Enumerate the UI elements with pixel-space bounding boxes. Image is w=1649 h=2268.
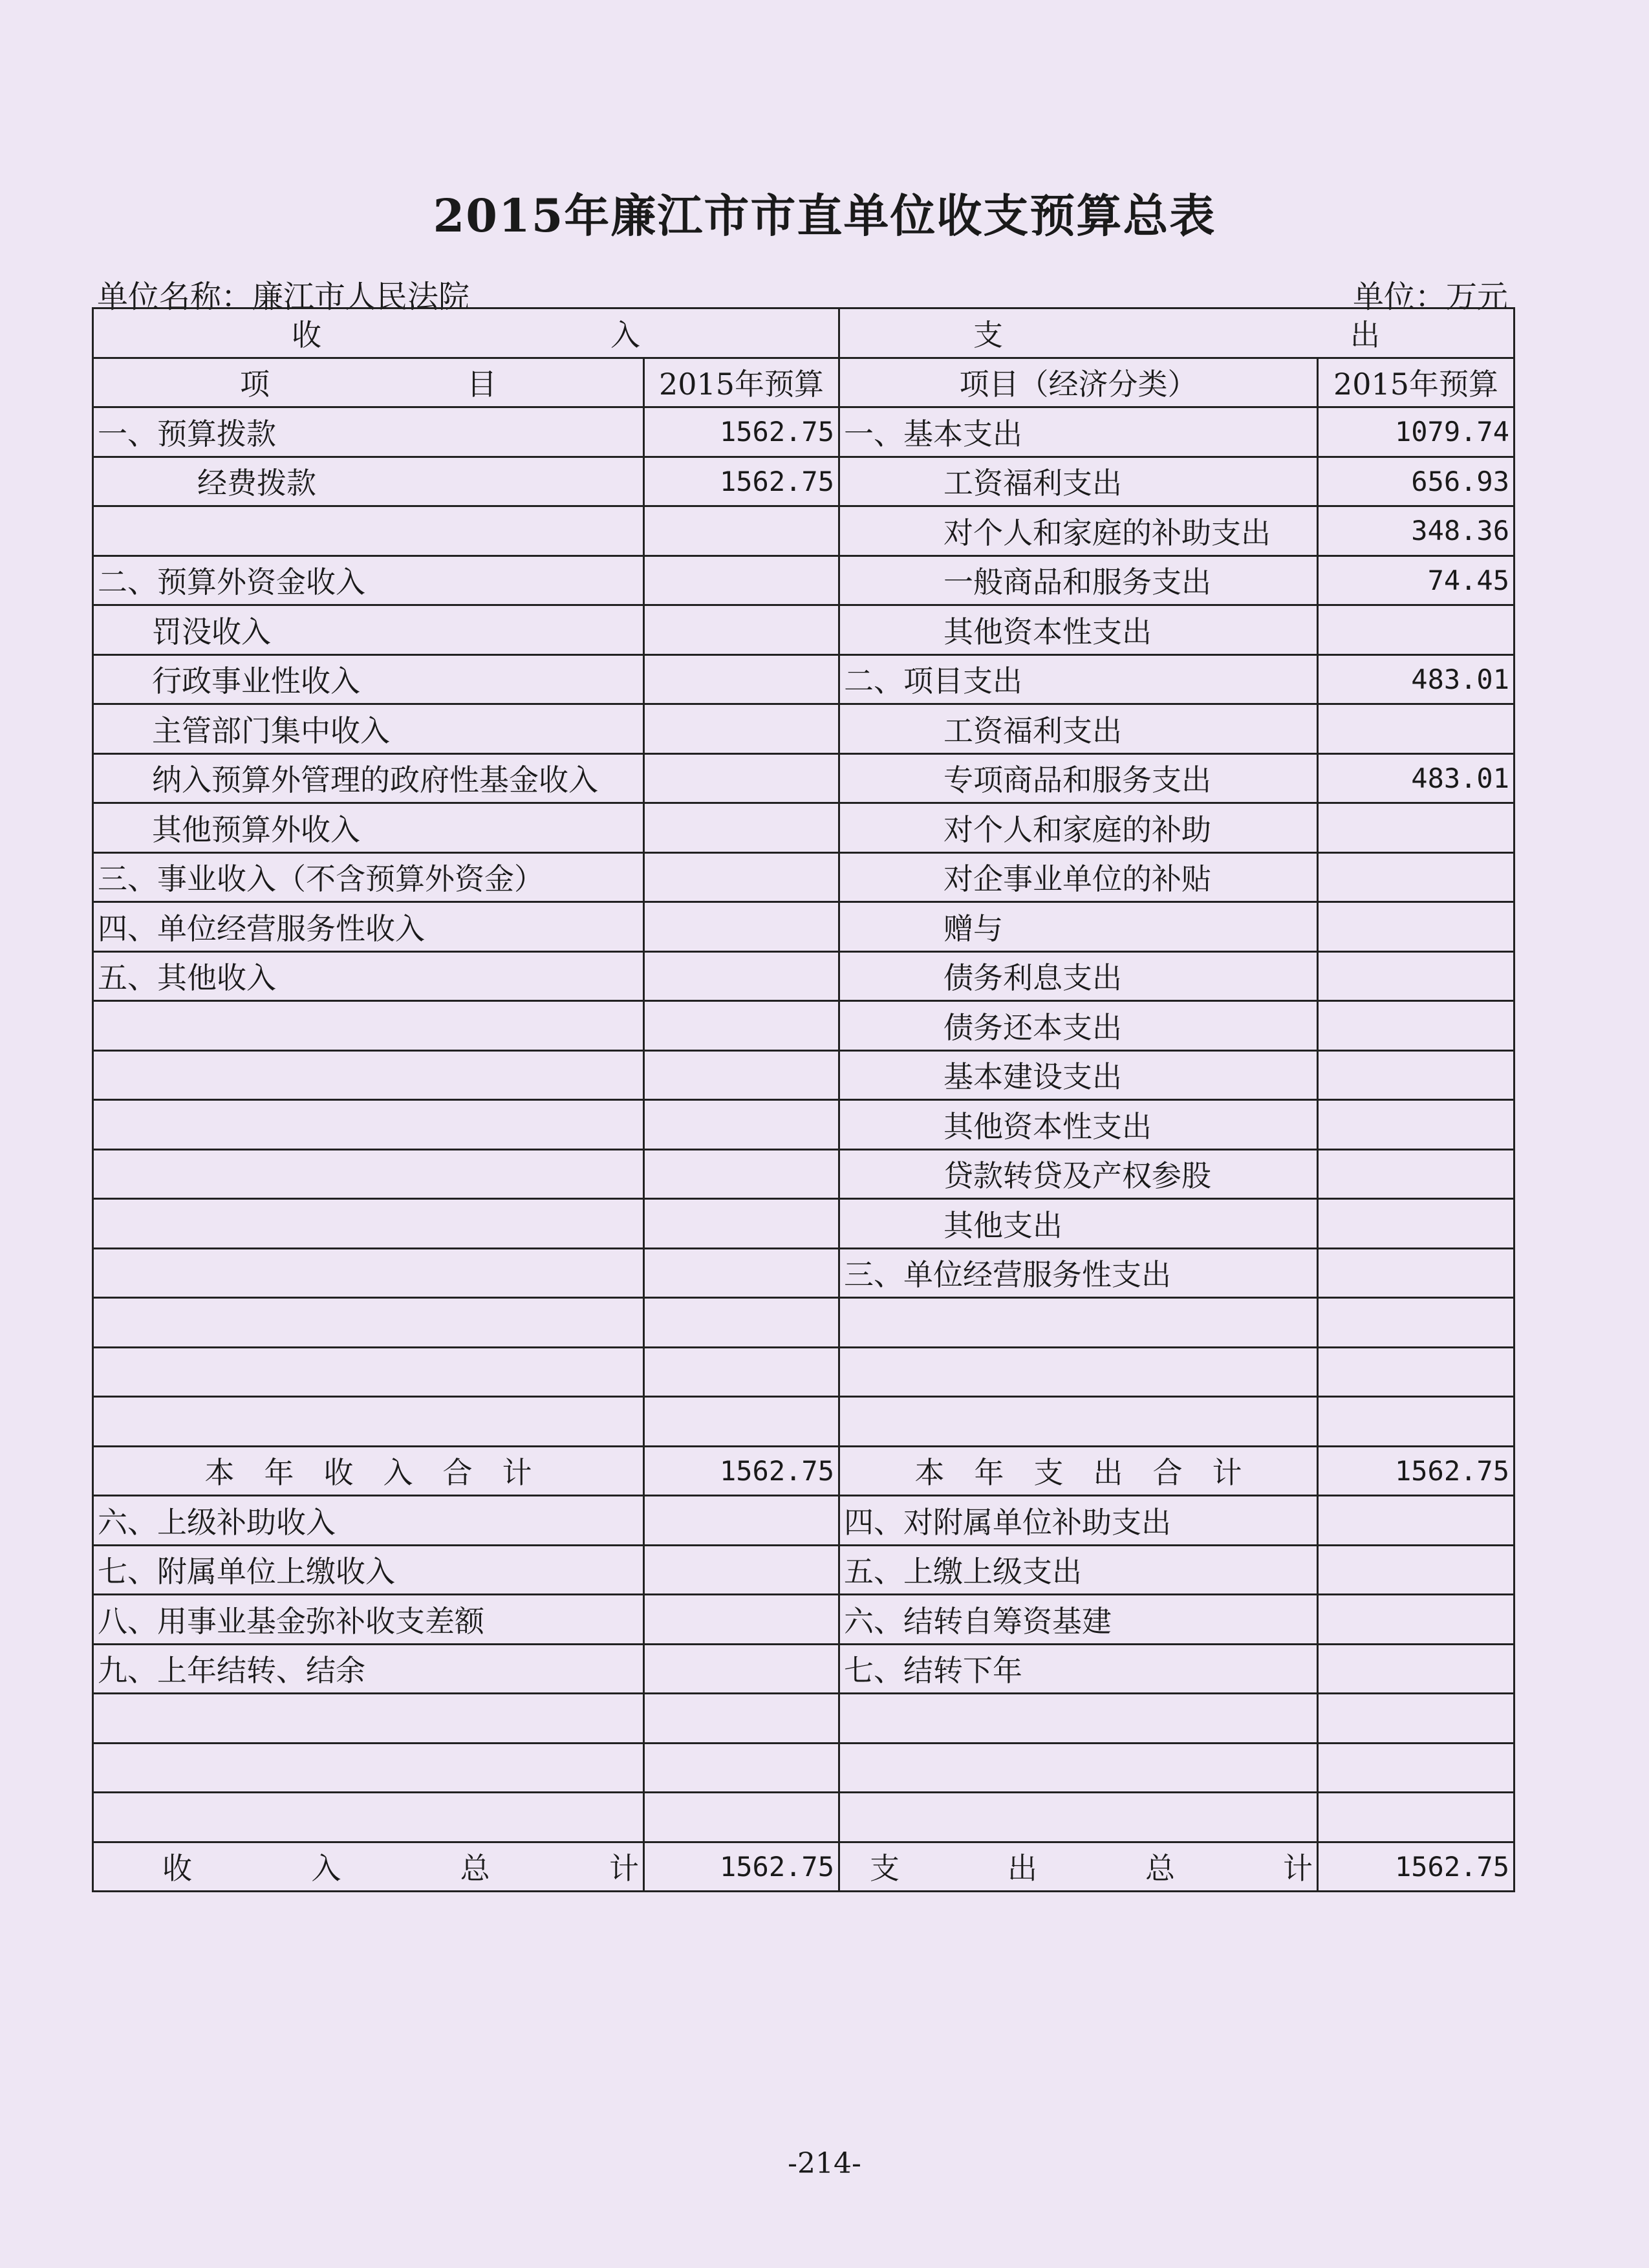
income-budget-cell: 1562.75	[644, 407, 839, 457]
income-budget-cell	[644, 704, 839, 754]
table-row	[93, 1248, 1514, 1298]
table-row	[93, 1595, 1514, 1645]
expense-budget-cell	[1318, 605, 1514, 655]
table-row	[93, 1694, 1514, 1744]
expense-budget-cell	[1318, 704, 1514, 754]
table-row	[93, 654, 1514, 704]
income-budget-cell	[644, 1793, 839, 1842]
income-budget-cell: 1562.75	[644, 1446, 839, 1496]
page-number: -214-	[788, 2147, 861, 2180]
income-budget-cell	[644, 1397, 839, 1447]
expense-item-cell: 对个人和家庭的补助支出	[839, 506, 1318, 556]
income-item-cell: 主管部门集中收入	[93, 704, 644, 754]
expense-budget-cell	[1318, 1694, 1514, 1744]
table-row	[93, 1446, 1514, 1496]
expense-header-char: 出	[1350, 317, 1380, 352]
expense-item-cell	[839, 1793, 1318, 1842]
table-row	[93, 1397, 1514, 1447]
expense-item-cell	[839, 1347, 1318, 1397]
expense-item-cell	[839, 1694, 1318, 1744]
expense-item-cell: 其他资本性支出	[839, 1100, 1318, 1150]
budget-table	[92, 307, 1515, 1892]
expense-budget-cell	[1318, 902, 1514, 952]
expense-item-cell: 赠与	[839, 902, 1318, 952]
header-row-columns	[93, 358, 1514, 407]
expense-item-cell: 工资福利支出	[839, 457, 1318, 506]
expense-budget-cell	[1318, 1397, 1514, 1447]
expense-budget-cell	[1318, 1743, 1514, 1793]
income-item-cell	[93, 1743, 644, 1793]
expense-budget-cell: 348.36	[1318, 506, 1514, 556]
income-total-value: 1562.75	[644, 1842, 839, 1892]
expense-budget-cell	[1318, 1595, 1514, 1645]
grand-total-char: 计	[1283, 1851, 1313, 1886]
income-item-cell: 五、其他收入	[93, 951, 644, 1001]
expense-budget-cell	[1318, 803, 1514, 853]
table-row	[93, 407, 1514, 457]
expense-item-cell: 一、基本支出	[839, 407, 1318, 457]
income-header-char: 入	[610, 317, 640, 352]
expense-budget-cell	[1318, 1248, 1514, 1298]
income-item-cell: 一、预算拨款	[93, 407, 644, 457]
grand-total-char: 出	[1008, 1851, 1037, 1886]
income-item-cell: 八、用事业基金弥补收支差额	[93, 1595, 644, 1645]
header-row-section	[93, 308, 1514, 358]
income-item-cell: 四、单位经营服务性收入	[93, 902, 644, 952]
income-item-cell: 经费拨款	[93, 457, 644, 506]
income-item-cell	[93, 1001, 644, 1051]
income-budget-column-header: 2015年预算	[644, 358, 839, 407]
income-item-cell: 六、上级补助收入	[93, 1496, 644, 1546]
income-item-cell	[93, 1100, 644, 1150]
expense-budget-cell: 656.93	[1318, 457, 1514, 506]
income-budget-cell	[644, 803, 839, 853]
income-item-cell	[93, 1347, 644, 1397]
item-column-header	[93, 358, 644, 407]
expense-item-cell: 七、结转下年	[839, 1644, 1318, 1694]
table-row	[93, 1545, 1514, 1595]
income-item-cell	[93, 506, 644, 556]
table-row	[93, 1298, 1514, 1348]
income-budget-cell	[644, 1199, 839, 1249]
expense-budget-cell	[1318, 1545, 1514, 1595]
expense-budget-cell	[1318, 1100, 1514, 1150]
expense-item-cell	[839, 1743, 1318, 1793]
income-budget-cell	[644, 1149, 839, 1199]
grand-total-char: 总	[1145, 1851, 1175, 1886]
expense-item-cell: 其他支出	[839, 1199, 1318, 1249]
expense-header-char: 支	[973, 317, 1003, 352]
expense-item-cell: 一般商品和服务支出	[839, 556, 1318, 605]
table-row	[93, 1149, 1514, 1199]
income-budget-cell	[644, 1595, 839, 1645]
expense-total-value: 1562.75	[1318, 1842, 1514, 1892]
income-budget-cell	[644, 1001, 839, 1051]
expense-item-cell: 六、结转自筹资基建	[839, 1595, 1318, 1645]
table-row	[93, 1496, 1514, 1546]
table-row	[93, 753, 1514, 803]
expense-item-cell: 工资福利支出	[839, 704, 1318, 754]
income-item-cell: 其他预算外收入	[93, 803, 644, 853]
grand-total-char: 总	[460, 1851, 490, 1886]
income-item-cell	[93, 1149, 644, 1199]
income-budget-cell: 1562.75	[644, 457, 839, 506]
expense-item-cell: 对企事业单位的补贴	[839, 852, 1318, 902]
table-row	[93, 457, 1514, 506]
table-row	[93, 506, 1514, 556]
grand-total-label-cell	[839, 1842, 1318, 1892]
income-budget-cell	[644, 556, 839, 605]
expense-item-cell	[839, 1298, 1318, 1348]
expense-budget-cell	[1318, 852, 1514, 902]
expense-item-cell: 二、项目支出	[839, 654, 1318, 704]
income-item-cell	[93, 1298, 644, 1348]
income-budget-cell	[644, 753, 839, 803]
grand-total-label-cell	[93, 1842, 644, 1892]
table-row	[93, 1743, 1514, 1793]
expense-item-cell: 四、对附属单位补助支出	[839, 1496, 1318, 1546]
expense-item-cell: 三、单位经营服务性支出	[839, 1248, 1318, 1298]
income-budget-cell	[644, 506, 839, 556]
table-row	[93, 1001, 1514, 1051]
income-item-cell: 九、上年结转、结余	[93, 1644, 644, 1694]
expense-budget-cell	[1318, 1793, 1514, 1842]
table-row	[93, 605, 1514, 655]
expense-item-cell: 其他资本性支出	[839, 605, 1318, 655]
expense-budget-cell: 1562.75	[1318, 1446, 1514, 1496]
income-budget-cell	[644, 1100, 839, 1150]
expense-budget-cell	[1318, 1050, 1514, 1100]
income-item-cell	[93, 1199, 644, 1249]
expense-budget-cell	[1318, 1347, 1514, 1397]
income-item-cell: 本 年 收 入 合 计	[93, 1446, 644, 1496]
expense-budget-cell: 483.01	[1318, 654, 1514, 704]
income-item-cell: 罚没收入	[93, 605, 644, 655]
grand-total-row	[93, 1842, 1514, 1892]
expense-budget-cell	[1318, 1496, 1514, 1546]
table-row	[93, 902, 1514, 952]
expense-budget-cell	[1318, 1644, 1514, 1694]
income-item-cell	[93, 1694, 644, 1744]
expense-item-cell: 对个人和家庭的补助	[839, 803, 1318, 853]
table-row	[93, 1100, 1514, 1150]
grand-total-char: 计	[609, 1851, 639, 1886]
expense-budget-cell: 74.45	[1318, 556, 1514, 605]
income-budget-cell	[644, 951, 839, 1001]
income-item-cell	[93, 1397, 644, 1447]
grand-total-char: 入	[311, 1851, 341, 1886]
expense-section-header	[839, 308, 1514, 358]
expense-item-cell: 基本建设支出	[839, 1050, 1318, 1100]
table-row	[93, 803, 1514, 853]
income-budget-cell	[644, 1248, 839, 1298]
income-budget-cell	[644, 1694, 839, 1744]
unit-name-label: 单位名称：廉江市人民法院	[97, 279, 470, 315]
income-budget-cell	[644, 605, 839, 655]
expense-budget-cell: 1079.74	[1318, 407, 1514, 457]
income-item-cell: 二、预算外资金收入	[93, 556, 644, 605]
expense-budget-cell	[1318, 1199, 1514, 1249]
income-item-cell	[93, 1248, 644, 1298]
income-budget-cell	[644, 1545, 839, 1595]
income-budget-cell	[644, 1644, 839, 1694]
item-header-char: 目	[467, 367, 497, 402]
table-row	[93, 852, 1514, 902]
income-item-cell	[93, 1050, 644, 1100]
expense-budget-cell	[1318, 1149, 1514, 1199]
expense-budget-cell	[1318, 951, 1514, 1001]
income-budget-cell	[644, 1050, 839, 1100]
table-row	[93, 704, 1514, 754]
expense-item-cell: 本 年 支 出 合 计	[839, 1446, 1318, 1496]
table-row	[93, 1199, 1514, 1249]
income-item-cell: 七、附属单位上缴收入	[93, 1545, 644, 1595]
expense-item-cell: 五、上缴上级支出	[839, 1545, 1318, 1595]
income-item-cell	[93, 1793, 644, 1842]
table-row	[93, 1347, 1514, 1397]
item-header-char: 项	[240, 367, 270, 402]
income-budget-cell	[644, 1496, 839, 1546]
expense-item-cell: 贷款转贷及产权参股	[839, 1149, 1318, 1199]
expense-item-column-header: 项目（经济分类）	[839, 358, 1318, 407]
unit-label: 单位：万元	[1352, 279, 1508, 315]
expense-budget-cell	[1318, 1001, 1514, 1051]
table-row	[93, 1793, 1514, 1842]
table-row	[93, 1050, 1514, 1100]
income-section-header	[93, 308, 839, 358]
income-item-cell: 纳入预算外管理的政府性基金收入	[93, 753, 644, 803]
table-row	[93, 951, 1514, 1001]
grand-total-char: 收	[162, 1851, 192, 1886]
income-budget-cell	[644, 1298, 839, 1348]
income-item-cell: 三、事业收入（不含预算外资金）	[93, 852, 644, 902]
expense-item-cell: 债务还本支出	[839, 1001, 1318, 1051]
income-item-cell: 行政事业性收入	[93, 654, 644, 704]
table-row	[93, 556, 1514, 605]
income-budget-cell	[644, 654, 839, 704]
expense-item-cell: 债务利息支出	[839, 951, 1318, 1001]
expense-budget-cell	[1318, 1298, 1514, 1348]
income-budget-cell	[644, 1347, 839, 1397]
expense-budget-cell: 483.01	[1318, 753, 1514, 803]
table-row	[93, 1644, 1514, 1694]
expense-budget-column-header: 2015年预算	[1318, 358, 1514, 407]
grand-total-char: 支	[870, 1851, 900, 1886]
income-header-char: 收	[292, 317, 321, 352]
expense-item-cell	[839, 1397, 1318, 1447]
income-budget-cell	[644, 852, 839, 902]
income-budget-cell	[644, 1743, 839, 1793]
income-budget-cell	[644, 902, 839, 952]
page-title: 2015年廉江市市直单位收支预算总表	[433, 189, 1216, 243]
expense-item-cell: 专项商品和服务支出	[839, 753, 1318, 803]
